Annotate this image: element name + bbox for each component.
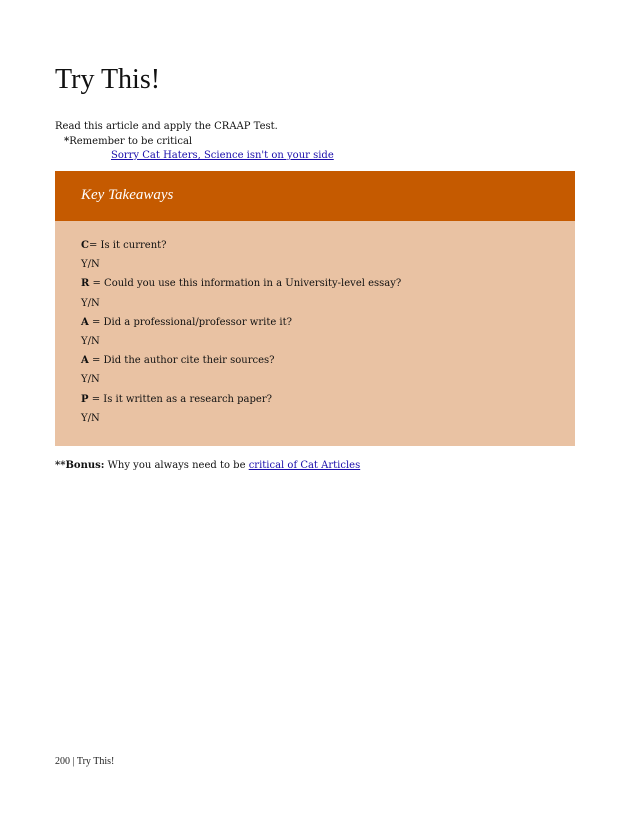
criterion-answer: Y/N [81,259,100,271]
criterion-question: = Could you use this information in a University-level essay? [89,278,402,290]
criterion-purpose [81,390,549,409]
criterion-answer: Y/N [81,336,100,348]
criterion-letter: R [81,278,90,290]
criterion-letter: C [81,240,89,251]
criterion-authority [81,313,549,332]
key-takeaways-title: Key Takeaways [81,187,174,203]
page-title: Try This! [55,64,161,95]
criterion-question: = Is it written as a research paper? [88,393,272,405]
article-link[interactable]: Sorry Cat Haters, Science isn't on your side [111,150,334,161]
criterion-letter: A [81,316,89,328]
key-takeaways-header [55,171,575,221]
key-takeaways-box [55,171,575,446]
bonus-text: Why you always need to be [104,460,249,471]
key-takeaways-body [55,221,575,428]
reminder-line [64,134,192,149]
reminder-text: Remember to be critical [69,136,193,147]
criterion-letter: A [81,355,89,367]
bonus-link[interactable]: critical of Cat Articles [248,460,361,471]
criterion-answer: Y/N [81,374,100,386]
footer-section: Try This! [76,756,115,767]
criterion-letter: P [81,393,89,405]
criterion-answer: Y/N [81,412,100,424]
criterion-question: = Did the author cite their sources? [88,355,275,367]
bonus-line [55,458,360,473]
criterion-relevance [81,274,549,293]
criterion-answer: Y/N [81,297,100,309]
reminder-mark: * [64,136,70,147]
page-footer [55,755,114,769]
criterion-question: = Is it current? [88,240,167,251]
intro-text: Read this article and apply the CRAAP Test. [55,121,278,132]
footer-separator: | [72,756,75,767]
page-number: 200 [55,756,70,767]
criterion-accuracy [81,351,549,370]
bonus-label: **Bonus: [55,460,105,471]
criterion-question: = Did a professional/professor write it? [88,316,293,328]
criterion-current [81,236,549,255]
